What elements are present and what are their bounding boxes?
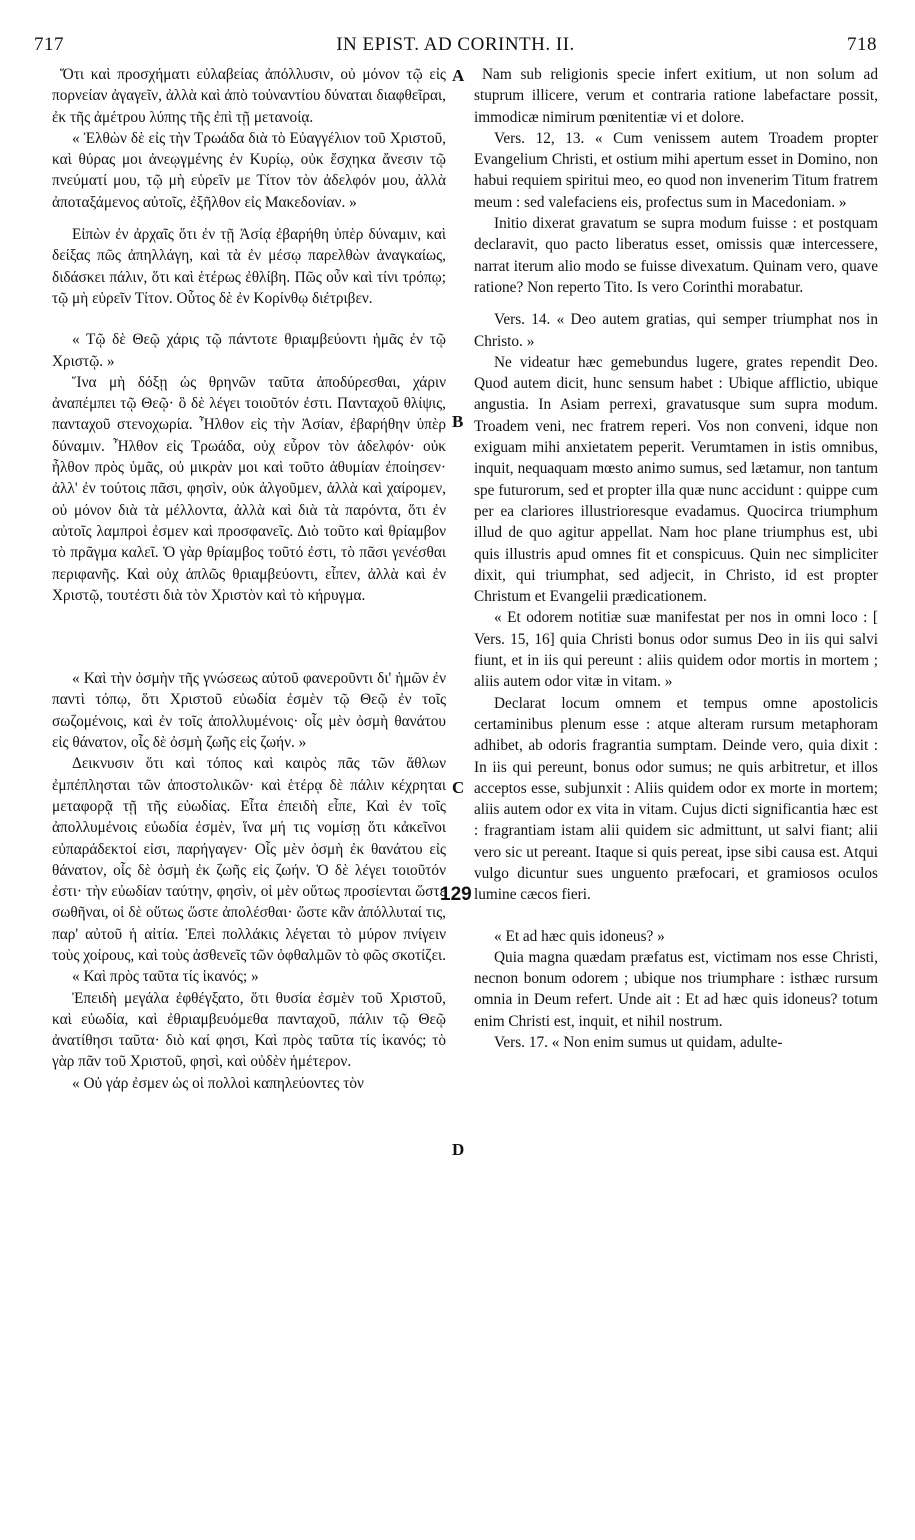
greek-column [52, 64, 446, 1094]
greek-paragraph: Ὅτι καὶ προσχήματι εὐλαβείας ἀπόλλυσιν, οὐ μόνον τῷ εἰς πορνείαν ἀγαγεῖν, ἀλλὰ καὶ ἀπὸ τοὐναντίου δύναται διαφθεῖραι, ἐκ τῆς ἀμέτρου λύπης τῆς ἐπὶ τῇ μετανοίᾳ. [52, 66, 446, 126]
greek-paragraph: « Καὶ πρὸς ταῦτα τίς ἱκανός; » [72, 968, 259, 986]
latin-paragraph: Ne videatur hæc gemebundus lugere, grates rependit Deo. Quod autem dicit, hunc sensum habet : Ubique afflictio, ubique angustia. In Asiam perrexi, gravatusque sum supra modum. Troadem veni, nec fratrem reperi. Vos non conveni, idque non exiguam mihi anxietatem peperit. Verumtamen in istis omnibus, inquit, nequaquam mœsto animo sumus, sed lætamur, non tantum spe futurorum, sed et propter illa quæ nunc accidunt : quippe cum per ea clariores illustrioresque evadamus. Quocirca triumphum illud de quo agitur appellat. Nam hoc plane triumphus est, ubi quis illustris apud omnes fit et conspicuus. Quin nec simpliciter dixit, qui triumphat, sed adjecit, in Christo, id est propter Christum et Evangelii prædicationem. [474, 353, 878, 606]
greek-paragraph: « Οὐ γάρ ἐσμεν ὡς οἱ πολλοὶ καπηλεύοντες τὸν [72, 1074, 364, 1092]
latin-paragraph: « Et ad hæc quis idoneus? » [494, 927, 665, 945]
latin-paragraph: Nam sub religionis specie infert exitium, ut non solum ad stuprum illicere, verum et contraria ratione labefactare possit, immodicæ nimirum pœnitentiæ vi et dolore. [474, 66, 878, 126]
section-marker-c: C [452, 778, 465, 797]
column-number: 129 [440, 884, 472, 905]
latin-paragraph: Declarat locum omnem et tempus omne apostolicis certaminibus plenum esse : atque alteram rursum metaphoram adhibet, ab odoris fragrantia sumptam. Deinde vero, quia dixit : In iis qui pereunt, bonus odor sumus; ne quis arbitretur, et illos acceptos esse, subjunxit : Aliis quidem odor ex morte in mortem; aliis autem odor ex vita in vitam. Cujus dicti significantia hæc est : fragrantiam istam alii quidem sic admittunt, ut salvi fiant; alii vero sic ut pereant. Itaque si quis pereat, ipse sibi causa est. Atqui vulgo dicuntur sues unguento præfocari, et gramiosos oculos lumine cæcos fieri. [474, 694, 878, 904]
latin-paragraph: Quia magna quædam præfatus est, victimam nos esse Christi, necnon bonum odorem ; ubique nos triumphare : isthæc rursum omnia in Deum refert. Unde ait : Et ad hæc quis idoneus? totum enim Christi est, inquit, et nihil nostrum. [474, 948, 878, 1030]
running-title: IN EPIST. AD CORINTH. II. [336, 34, 575, 55]
section-marker-a: A [452, 66, 465, 85]
latin-paragraph: Vers. 17. « Non enim sumus ut quidam, adulte- [494, 1034, 783, 1052]
greek-paragraph: Δεικνυσιν ὅτι καὶ τόπος καὶ καιρὸς πᾶς τῶν ἄθλων ἐμπέπλησται τῶν ἀποστολικῶν· καὶ ἑτέρᾳ δὲ πάλιν κέχρηται μεταφορᾷ τῇ τῆς εὐωδίας. Εἶτα ἐπειδὴ εἶπε, Καὶ ἐν τοῖς ἀπολλυμένοις εὐωδία ἐσμὲν, ἵνα μή τις νομίσῃ ὅτι κἀκεῖνοι εὐπαράδεκτοί εἰσι, παρήγαγεν· Οἷς μὲν ὀσμὴ ἐκ θανάτου εἰς θάνατον, οἷς δὲ ὀσμὴ ἐκ ζωῆς εἰς ζωήν. Ὁ δὲ λέγει τοιοῦτόν ἐστι· τὴν εὐωδίαν ταύτην, φησὶν, οἱ μὲν οὕτως προσίενται ὥστε σωθῆναι, οἱ δὲ οὕτως ὥστε ἀπολέσθαι· ὥστε κἂν ἀπόλλυταί τις, παρ' αὐτοῦ ἡ αἰτία. Ἐπεὶ πολλάκις λέγεται τὸ μύρον πνίγειν τοὺς χοίρους, καὶ τοὺς ἀσθενεῖς τῶν ὀφθαλμῶν τὸ φῶς σκοτίζει. [52, 755, 446, 964]
latin-column [474, 64, 878, 1053]
greek-paragraph: « Καὶ τὴν ὀσμὴν τῆς γνώσεως αὐτοῦ φανεροῦντι δι' ἡμῶν ἐν παντὶ τόπῳ, ὅτι Χριστοῦ εὐωδία ἐσμὲν τῷ Θεῷ ἐν τοῖς σωζομένοις, καὶ ἐν τοῖς ἀπολλυμένοις· οἷς μὲν ὀσμὴ θανάτου εἰς θάνατον, οἷς δὲ ὀσμὴ ζωῆς εἰς ζωήν. » [52, 670, 446, 752]
left-page-number: 717 [34, 34, 64, 55]
section-marker-b: B [452, 412, 464, 431]
section-marker-d: D [452, 1140, 465, 1159]
greek-paragraph: Ἵνα μὴ δόξῃ ὡς θρηνῶν ταῦτα ἀποδύρεσθαι, χάριν ἀναπέμπει τῷ Θεῷ· ὃ δὲ λέγει τοιοῦτόν ἐστι. Πανταχοῦ θλίψις, πανταχοῦ στενοχωρία. Ἦλθον εἰς τὴν Ἀσίαν, ἐβαρήθην ὑπὲρ δύναμιν. Ἦλθον εἰς Τρωάδα, οὐχ εὗρον τὸν ἀδελφόν· οὐκ ἦλθον πρὸς ὑμᾶς, οὐ μικρὰν μοι καὶ τοῦτο ἀθυμίαν ἐποίησεν· ἀλλ' ἐν τούτοις πᾶσι, φησὶν, οὐκ ἀλγοῦμεν, ἀλλὰ καὶ χαίρομεν, οὐ μόνον διὰ τὰ μέλλοντα, ἀλλὰ καὶ διὰ τὰ παρόντα, ὅτι ἐν αὐτοῖς λαμπροὶ ἐσμεν καὶ προσφανεῖς. Διὸ τοῦτο καὶ θρίαμβον τὸ πρᾶγμα καλεῖ. Ὁ γὰρ θρίαμβος τοῦτό ἐστι, τὸ πᾶσι γενέσθαι περιφανῆς. Καὶ οὐχ ἁπλῶς θριαμβεύοντι, εἶπεν, ἀλλὰ καὶ ἐν Χριστῷ, τουτέστι διὰ τὸν Χριστὸν καὶ τὸ κήρυγμα. [52, 373, 446, 604]
right-page-number: 718 [847, 34, 877, 55]
latin-paragraph: Vers. 14. « Deo autem gratias, qui semper triumphat nos in Christo. » [474, 311, 878, 350]
running-header [34, 34, 877, 58]
greek-paragraph: Ἐπειδὴ μεγάλα ἐφθέγξατο, ὅτι θυσία ἐσμὲν τοῦ Χριστοῦ, καὶ εὐωδία, καὶ ἐθριαμβευόμεθα πανταχοῦ, πάλιν τῷ Θεῷ ἀνατίθησι ταῦτα· διὸ καί φησι, Καὶ πρὸς ταῦτα τίς ἱκανός; τὸ γὰρ πᾶν τοῦ Χριστοῦ, φησὶ, καὶ οὐδὲν ἡμέτερον. [52, 989, 446, 1071]
greek-paragraph: Εἰπὼν ἐν ἀρχαῖς ὅτι ἐν τῇ Ἀσίᾳ ἐβαρήθη ὑπὲρ δύναμιν, καὶ δείξας πῶς ἀπηλλάγη, καὶ τὰ ἐν μέσῳ παρελθὼν ἀναγκαίως, διδάσκει πάλιν, ὅτι καὶ ἑτέρως ἐθλίβη. Πῶς οὖν καὶ τίνι τρόπῳ; τῷ μὴ εὑρεῖν Τίτον. Οὗτος δὲ ἐν Κορίνθῳ διέτριβεν. [52, 226, 446, 307]
latin-paragraph: Vers. 12, 13. « Cum venissem autem Troadem propter Evangelium Christi, et ostium mihi apertum esset in Domino, non habui requiem spiritui meo, eo quod non invenerim Titum fratrem meum : sed valefaciens eis, profectus sum in Macedoniam. » [474, 129, 878, 211]
greek-paragraph: « Τῷ δὲ Θεῷ χάρις τῷ πάντοτε θριαμβεύοντι ἡμᾶς ἐν τῷ Χριστῷ. » [52, 331, 446, 370]
greek-paragraph: « Ἐλθὼν δὲ εἰς τὴν Τρωάδα διὰ τὸ Εὐαγγέλιον τοῦ Χριστοῦ, καὶ θύρας μοι ἀνεῳγμένης ἐν Κυρίῳ, οὐκ ἔσχηκα ἄνεσιν τῷ πνεύματί μου, τῷ μὴ εὑρεῖν με Τίτον τὸν ἀδελφόν μου, ἀλλὰ ἀποταξάμενος αὐτοῖς, ἐξῆλθον εἰς Μακεδονίαν. » [52, 129, 446, 211]
latin-paragraph: « Et odorem notitiæ suæ manifestat per nos in omni loco : [ Vers. 15, 16] quia Christi bonus odor sumus Deo in iis qui salvi fiunt, et in iis qui pereunt : aliis quidem odor mortis in mortem ; aliis autem odor vitæ in vitam. » [474, 609, 878, 691]
latin-paragraph: Initio dixerat gravatum se supra modum fuisse : et postquam declaravit, quo pacto liberatus esset, omissis quæ intercessere, narrat iterum alio modo se fuisse divexatum. Quinam vero, quave ratione? Non reperto Tito. Is vero Corinthi morabatur. [474, 215, 878, 296]
